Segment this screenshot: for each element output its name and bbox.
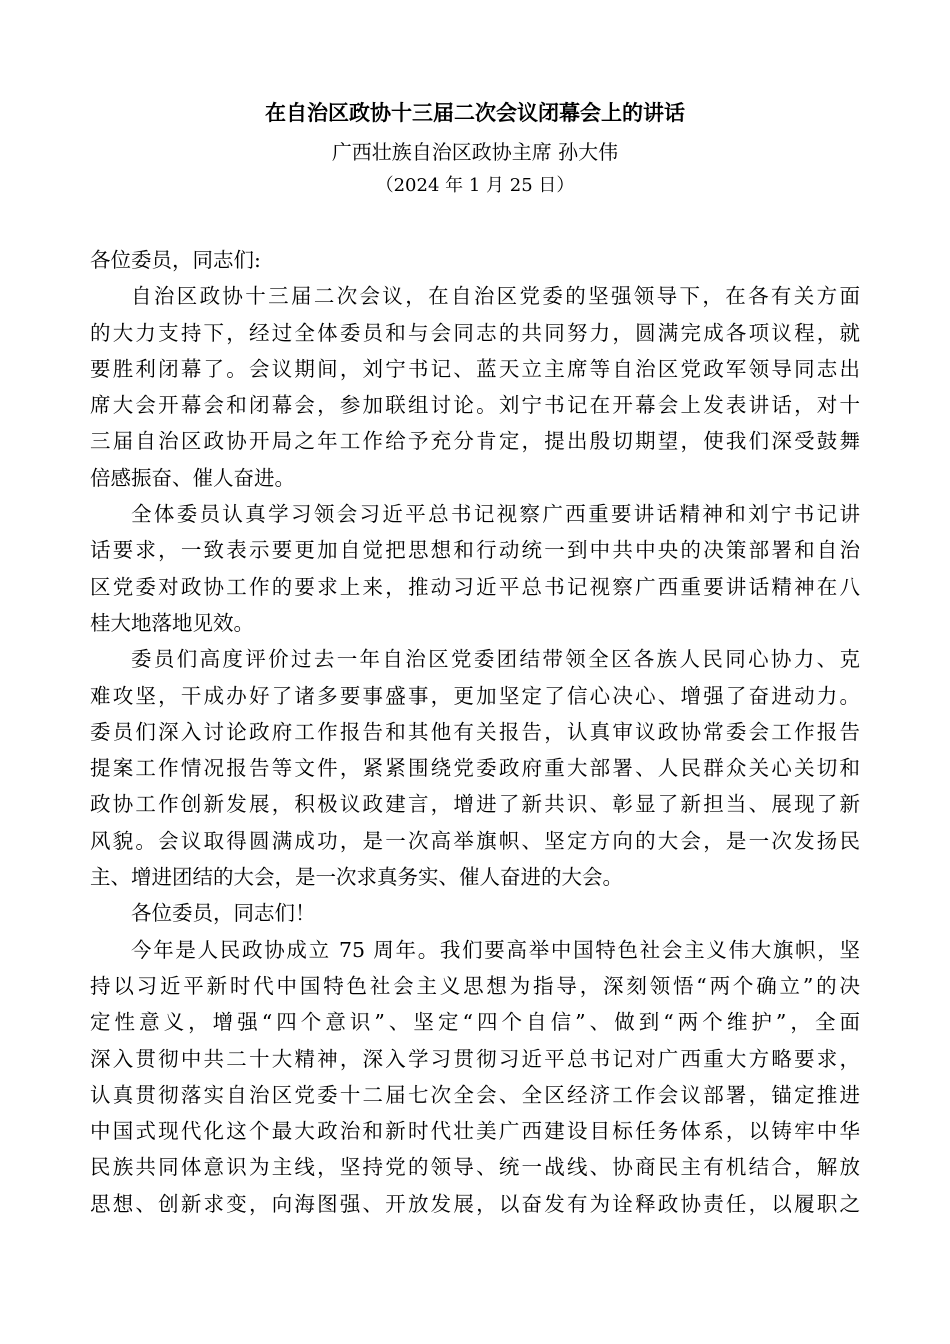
paragraph-line: 难攻坚，干成办好了诸多要事盛事，更加坚定了信心决心、增强了奋进动力。	[90, 683, 860, 708]
paragraph-line: 思想、创新求变，向海图强、开放发展，以奋发有为诠释政协责任，以履职之	[90, 1191, 860, 1216]
paragraph-line: 要胜利闭幕了。会议期间，刘宁书记、蓝天立主席等自治区党政军领导同志出	[90, 356, 860, 381]
paragraph-line: 认真贯彻落实自治区党委十二届七次全会、全区经济工作会议部署，锚定推进	[90, 1082, 860, 1107]
document-title: 在自治区政协十三届二次会议闭幕会上的讲话	[265, 100, 685, 125]
paragraph-line: 委员们深入讨论政府工作报告和其他有关报告，认真审议政协常委会工作报告	[90, 719, 860, 744]
paragraph-3	[90, 641, 860, 895]
paragraph-line: 提案工作情况报告等文件，紧紧围绕党委政府重大部署、人民群众关心关切和	[90, 756, 860, 781]
paragraph-2	[90, 496, 860, 641]
paragraph-line: 民族共同体意识为主线，坚持党的领导、统一战线、协商民主有机结合，解放	[90, 1155, 860, 1180]
paragraph-5	[90, 932, 860, 1222]
paragraph-line: 深入贯彻中共二十大精神，深入学习贯彻习近平总书记对广西重大方略要求，	[90, 1046, 860, 1071]
paragraph-line: 话要求，一致表示要更加自觉把思想和行动统一到中共中央的决策部署和自治	[90, 538, 860, 563]
paragraph-line: 主、增进团结的大会，是一次求真务实、催人奋进的大会。	[90, 865, 623, 890]
paragraph-line: 的大力支持下，经过全体委员和与会同志的共同努力，圆满完成各项议程，就	[90, 320, 860, 345]
paragraph-line: 定性意义，增强“四个意识”、坚定“四个自信”、做到“两个维护”，全面	[90, 1010, 860, 1035]
speech-body	[90, 242, 860, 1222]
paragraph-line: 风貌。会议取得圆满成功，是一次高举旗帜、坚定方向的大会，是一次发扬民	[90, 828, 860, 853]
paragraph-line: 桂大地落地见效。	[90, 610, 254, 635]
paragraph-line: 持以习近平新时代中国特色社会主义思想为指导，深刻领悟“两个确立”的决	[90, 973, 860, 998]
speaker-line: 广西壮族自治区政协主席 孙大伟	[331, 140, 619, 164]
paragraph-line: 倍感振奋、催人奋进。	[90, 465, 295, 490]
paragraph-line: 席大会开幕会和闭幕会，参加联组讨论。刘宁书记在开幕会上发表讲话，对十	[90, 393, 860, 418]
paragraph-line: 中国式现代化这个最大政治和新时代壮美广西建设目标任务体系，以铸牢中华	[90, 1119, 860, 1144]
salutation: 各位委员，同志们:	[90, 248, 261, 272]
paragraph-1	[90, 278, 860, 496]
paragraph-line: 区党委对政协工作的要求上来，推动习近平总书记视察广西重要讲话精神在八	[90, 574, 860, 599]
paragraph-line: 自治区政协十三届二次会议，在自治区党委的坚强领导下，在各有关方面	[131, 284, 860, 309]
paragraph-line: 各位委员，同志们！	[131, 901, 316, 926]
paragraph-line: 今年是人民政协成立 75 周年。我们要高举中国特色社会主义伟大旗帜，坚	[131, 937, 860, 962]
paragraph-line: 全体委员认真学习领会习近平总书记视察广西重要讲话精神和刘宁书记讲	[131, 502, 860, 527]
paragraph-4	[90, 895, 860, 931]
paragraph-line: 政协工作创新发展，积极议政建言，增进了新共识、彰显了新担当、展现了新	[90, 792, 860, 817]
paragraph-line: 委员们高度评价过去一年自治区党委团结带领全区各族人民同心协力、克	[131, 647, 860, 672]
paragraph-line: 三届自治区政协开局之年工作给予充分肯定，提出殷切期望，使我们深受鼓舞	[90, 429, 860, 454]
speech-date: （2024 年 1 月 25 日）	[375, 175, 575, 196]
